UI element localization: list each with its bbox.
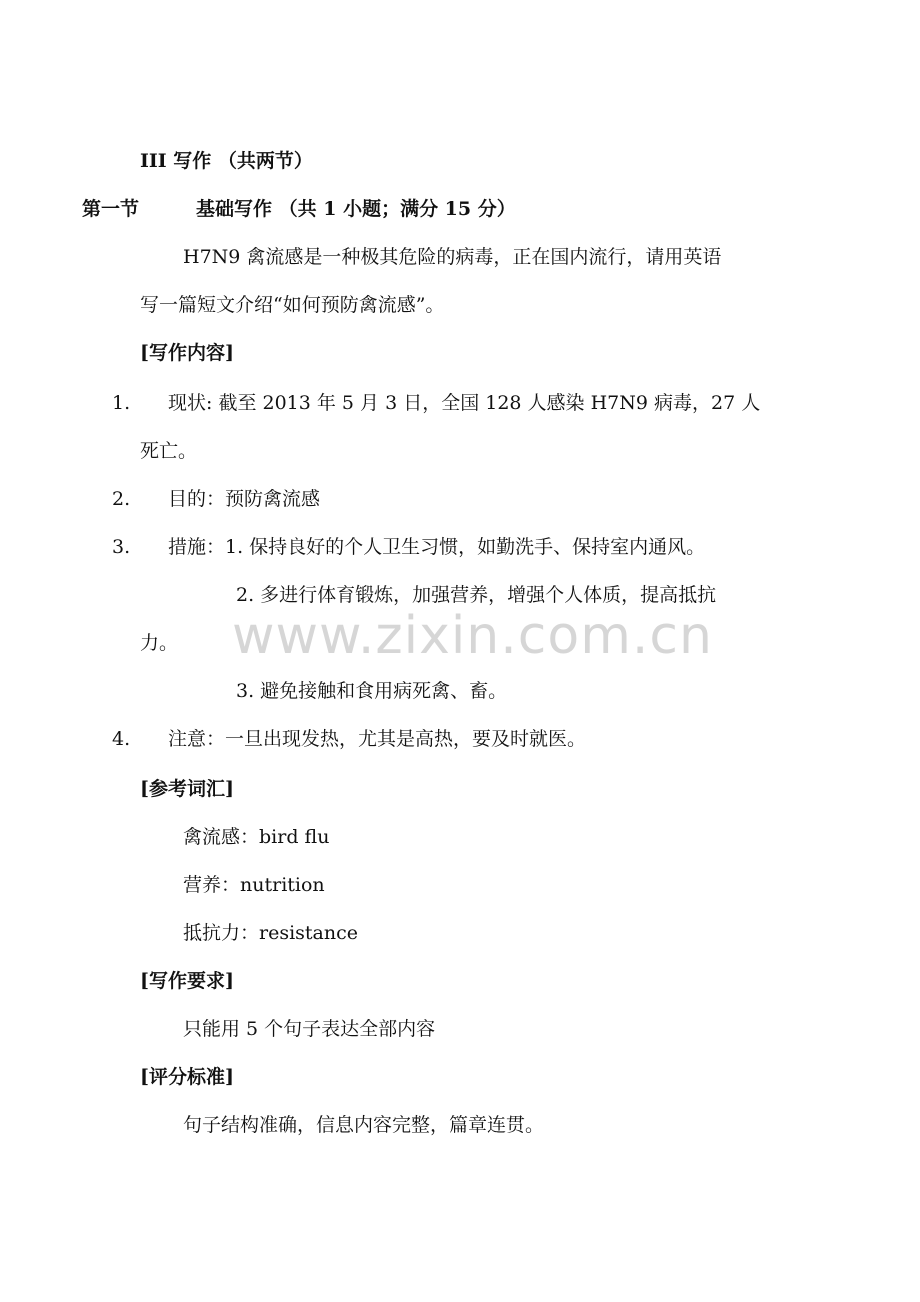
item-3-sub-3: 3. 避免接触和食用病死禽、畜。 <box>236 680 508 702</box>
intro-line-2: 写一篇短文介绍“如何预防禽流感”。 <box>140 294 445 316</box>
item-3-sub-2a: 2. 多进行体育锻炼，加强营养，增强个人体质，提高抵抗 <box>236 584 717 606</box>
section-label: 第一节 <box>82 198 140 220</box>
vocab-item: 营养：nutrition <box>183 874 325 896</box>
item-number: 4. <box>112 728 131 750</box>
vocab-item: 禽流感：bird flu <box>183 826 330 848</box>
intro-line-1: H7N9 禽流感是一种极其危险的病毒，正在国内流行，请用英语 <box>183 246 722 268</box>
item-number: 2. <box>112 488 131 510</box>
item-3-sub-2b: 力。 <box>140 632 179 654</box>
vocab-header: [参考词汇] <box>140 778 234 800</box>
requirement-header: [写作要求] <box>140 970 234 992</box>
watermark: www.zixin.com.cn <box>232 606 713 666</box>
section-title: 基础写作 （共 1 小题；满分 15 分） <box>196 198 516 220</box>
item-2-line-1: 目的：预防禽流感 <box>168 488 321 510</box>
requirement-text: 只能用 5 个句子表达全部内容 <box>183 1018 436 1040</box>
score-header: [评分标准] <box>140 1066 234 1088</box>
part-title: III 写作 （共两节） <box>140 150 313 172</box>
score-text: 句子结构准确，信息内容完整，篇章连贯。 <box>183 1114 545 1136</box>
item-1-line-2: 死亡。 <box>140 440 198 462</box>
item-number: 1. <box>112 392 131 414</box>
content-header: [写作内容] <box>140 342 234 364</box>
vocab-item: 抵抗力：resistance <box>183 922 358 944</box>
item-1-line-1: 现状: 截至 2013 年 5 月 3 日，全国 128 人感染 H7N9 病毒，27 人 <box>168 392 761 414</box>
item-3-line-1: 措施：1. 保持良好的个人卫生习惯，如勤洗手、保持室内通风。 <box>168 536 706 558</box>
item-number: 3. <box>112 536 131 558</box>
item-4-line-1: 注意：一旦出现发热，尤其是高热，要及时就医。 <box>168 728 587 750</box>
